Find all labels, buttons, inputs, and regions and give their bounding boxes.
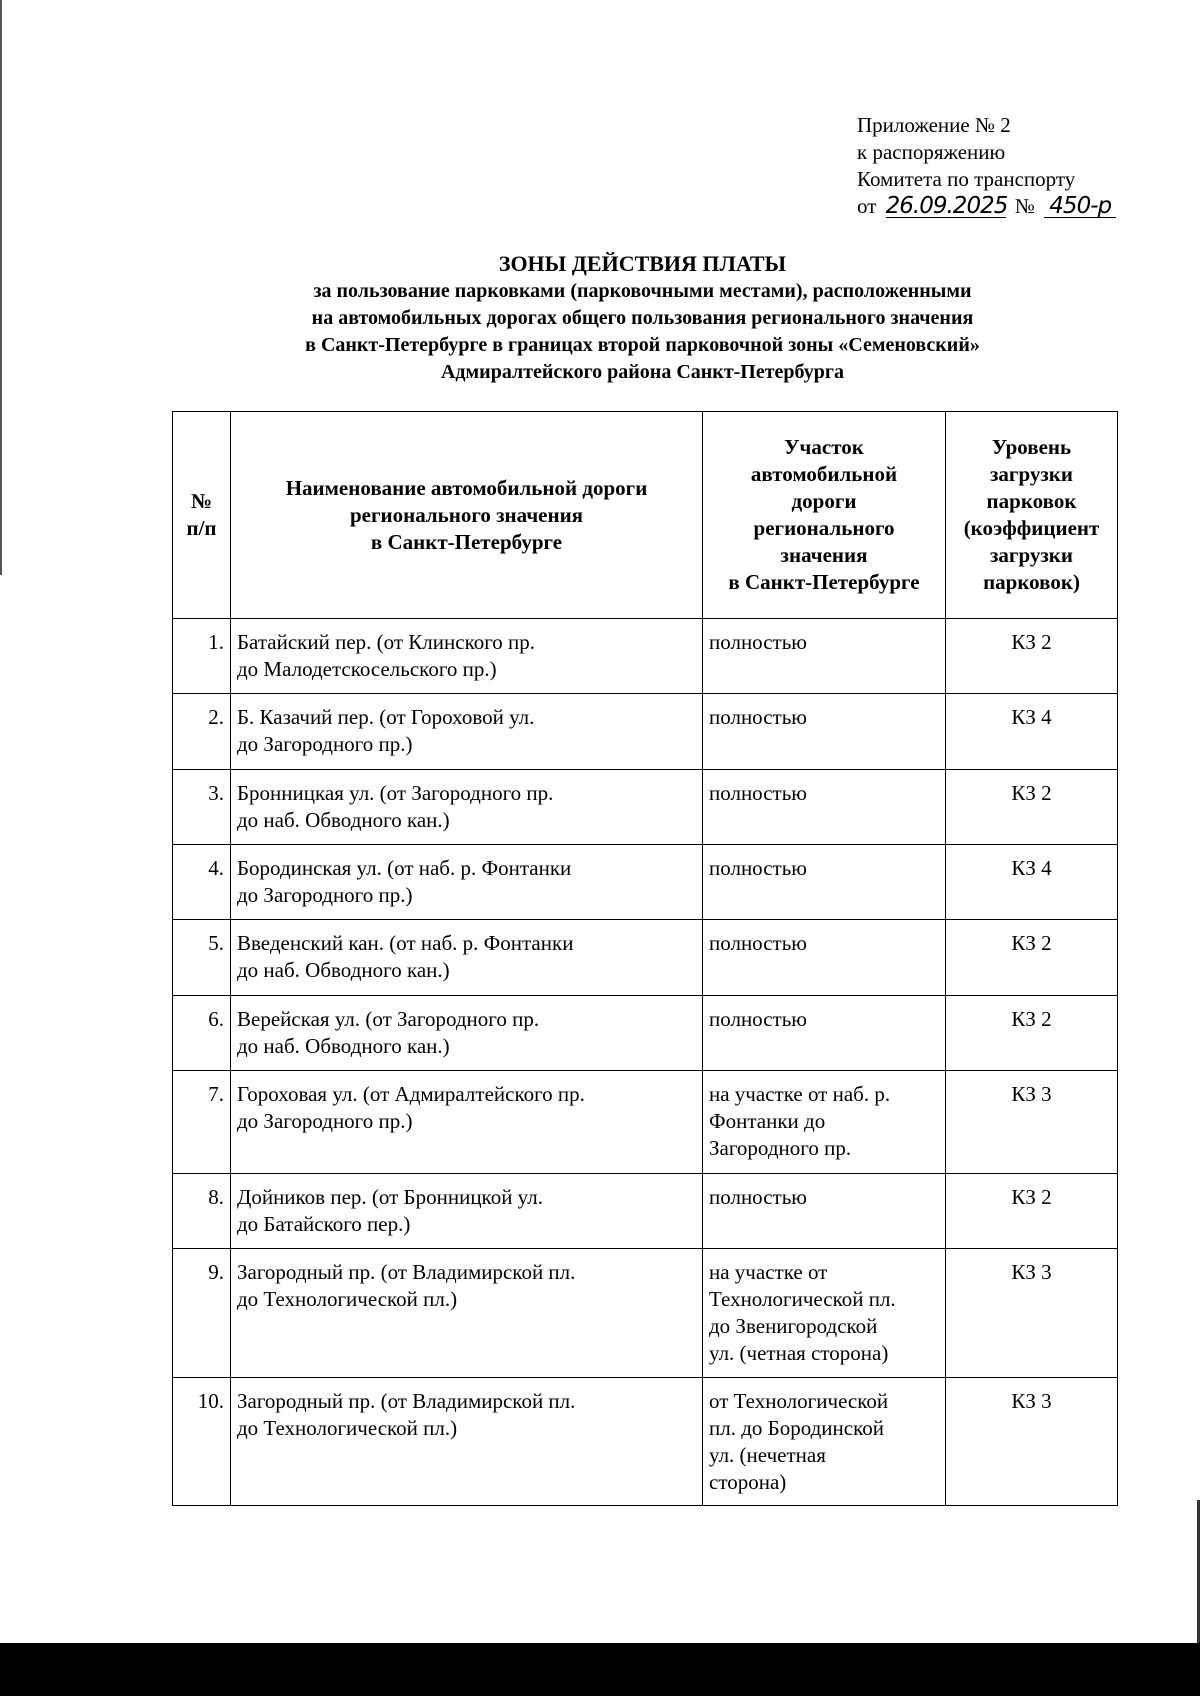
row-section [703,694,946,770]
road-line: Б. Казачий пер. (от Гороховой ул. [237,705,535,729]
road-line: Батайский пер. (от Клинского пр. [237,630,536,654]
header-road-line: регионального значения [349,502,584,527]
row-section [703,1174,946,1249]
table-row [173,1249,1118,1378]
row-road [231,920,703,996]
row-level: КЗ 2 [946,1174,1118,1249]
header-level-line: загрузки [989,462,1073,486]
table-row [173,1071,1118,1174]
row-level: КЗ 2 [946,920,1118,996]
header-level-line: Уровень [991,435,1072,459]
row-level: КЗ 4 [946,845,1118,920]
zones-table [172,411,1118,1506]
road-line: до Загородного пр.) [237,1109,413,1133]
row-level: КЗ 2 [946,770,1118,845]
table-row [173,1378,1118,1506]
header-section-line: в Санкт-Петербурге [728,570,920,594]
section-line: Фонтанки до [709,1109,826,1133]
row-road [231,1174,703,1249]
title-sub-line: в Санкт-Петербурге в границах второй парковочной зоны «Семеновский» [305,334,980,356]
section-line: полностью [709,781,807,805]
road-line: до наб. Обводного кан.) [237,958,450,982]
appendix-line-4 [857,193,1116,220]
row-level: КЗ 2 [946,619,1118,694]
table-row [173,1174,1118,1249]
section-line: полностью [709,856,807,880]
row-section [703,1249,946,1378]
row-number: 2. [173,694,231,770]
page-edge-left [0,0,2,575]
header-road-line: Наименование автомобильной дороги [285,475,648,500]
section-line: сторона) [709,1470,787,1494]
row-number: 5. [173,920,231,996]
road-line: до Загородного пр.) [237,883,413,907]
section-line: полностью [709,630,807,654]
row-section [703,996,946,1071]
header-section-line: дороги [791,489,857,513]
section-line: полностью [709,931,807,955]
table-row [173,619,1118,694]
section-line: полностью [709,705,807,729]
table-header-row [173,412,1118,619]
header-level-line: парковок [986,489,1077,513]
appendix-header [857,112,1116,220]
road-line: Загородный пр. (от Владимирской пл. [237,1389,576,1413]
section-line: ул. (нечетная [709,1443,826,1467]
header-section-line: регионального [753,516,895,540]
table-row [173,920,1118,996]
road-line: до Загородного пр.) [237,732,413,756]
header-road [231,412,703,619]
title-sub-line: Адмиралтейского района Санкт-Петербурга [440,361,845,383]
table-row [173,845,1118,920]
road-line: Верейская ул. (от Загородного пр. [237,1007,540,1031]
appendix-line-2: к распоряжению [857,140,1006,164]
road-line: до Малодетскосельского пр.) [237,657,497,681]
table-row [173,694,1118,770]
title-sub-line: за пользование парковками (парковочными местами), расположенными [313,280,972,302]
header-num [173,412,231,619]
section-line: ул. (четная сторона) [709,1341,889,1365]
scan-bottom-border [0,1643,1200,1696]
header-level [946,412,1118,619]
section-line: Технологической пл. [709,1287,896,1311]
row-number: 8. [173,1174,231,1249]
row-road [231,770,703,845]
section-line: Загородного пр. [709,1136,852,1160]
row-level: КЗ 3 [946,1071,1118,1174]
road-line: Бронницкая ул. (от Загородного пр. [237,781,554,805]
header-num-line: № [190,489,213,513]
header-section-line: значения [780,543,868,567]
section-line: пл. до Бородинской [709,1416,884,1440]
document-title [170,250,1115,386]
row-road [231,845,703,920]
title-main: ЗОНЫ ДЕЙСТВИЯ ПЛАТЫ [498,251,787,276]
row-section [703,1071,946,1174]
row-section [703,845,946,920]
road-line: Загородный пр. (от Владимирской пл. [237,1260,576,1284]
row-number: 3. [173,770,231,845]
row-level: КЗ 3 [946,1249,1118,1378]
row-level: КЗ 4 [946,694,1118,770]
header-section-line: Участок [784,435,864,459]
road-line: до Технологической пл.) [237,1416,458,1440]
row-number: 6. [173,996,231,1071]
road-line: до наб. Обводного кан.) [237,808,450,832]
row-road [231,694,703,770]
row-number: 1. [173,619,231,694]
row-level: КЗ 2 [946,996,1118,1071]
row-road [231,619,703,694]
row-number: 10. [173,1378,231,1506]
section-line: полностью [709,1007,807,1031]
road-line: до наб. Обводного кан.) [237,1034,450,1058]
section-line: от Технологической [709,1389,889,1413]
road-line: до Технологической пл.) [237,1287,458,1311]
header-level-line: загрузки [989,543,1073,567]
row-section [703,619,946,694]
from-label: от [857,194,877,218]
header-level-line: (коэффициент [963,516,1100,540]
row-road [231,1071,703,1174]
handwritten-number: 450-р [1044,195,1116,218]
section-line: на участке от [709,1260,828,1284]
row-section [703,1378,946,1506]
header-level-line: парковок) [983,570,1080,594]
table-row [173,996,1118,1071]
road-line: до Батайского пер.) [237,1212,411,1236]
header-section [703,412,946,619]
row-section [703,920,946,996]
header-num-line: п/п [186,516,217,540]
handwritten-date: 26.09.2025 [885,193,1008,219]
road-line: Дойников пер. (от Бронницкой ул. [237,1185,543,1209]
road-line: Гороховая ул. (от Адмиралтейского пр. [237,1082,585,1106]
section-line: до Звенигородской [709,1314,878,1338]
row-number: 7. [173,1071,231,1174]
row-section [703,770,946,845]
number-label: № [1014,194,1035,218]
road-line: Введенский кан. (от наб. р. Фонтанки [237,931,574,955]
section-line: на участке от наб. р. [709,1082,891,1106]
row-number: 4. [173,845,231,920]
row-number: 9. [173,1249,231,1378]
row-road [231,1249,703,1378]
header-road-line: в Санкт-Петербурге [370,529,563,554]
appendix-line-3: Комитета по транспорту [857,167,1076,191]
title-sub-line: на автомобильных дорогах общего пользования регионального значения [311,307,974,329]
header-section-line: автомобильной [750,462,898,486]
road-line: Бородинская ул. (от наб. р. Фонтанки [237,856,572,880]
appendix-line-1: Приложение № 2 [857,113,1011,137]
table-row [173,770,1118,845]
row-road [231,996,703,1071]
section-line: полностью [709,1185,807,1209]
row-level: КЗ 3 [946,1378,1118,1506]
row-road [231,1378,703,1506]
